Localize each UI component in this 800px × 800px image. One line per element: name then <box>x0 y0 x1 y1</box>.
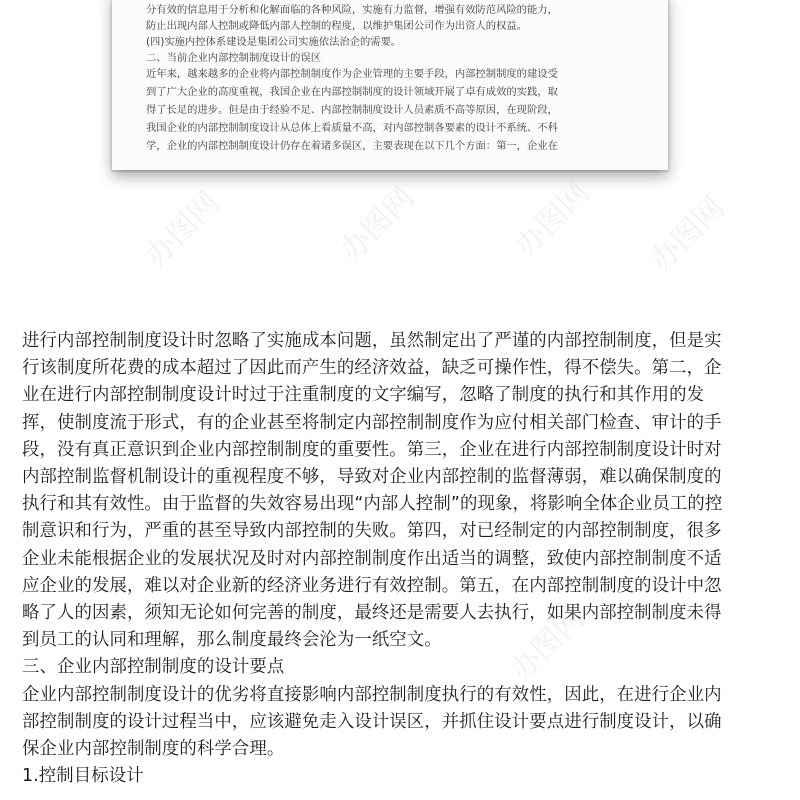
preview-line: 二、当前企业内部控制制度设计的误区 <box>146 52 322 64</box>
paragraph-line: 执行和其有效性。由于监督的失效容易出现“内部人控制”的现象，将影响全体企业员工的控 <box>22 494 723 515</box>
paragraph-line: 保企业内部控制制度的科学合理。 <box>22 739 285 760</box>
watermark: 办图网 <box>643 190 732 279</box>
paragraph-line: 部控制制度的设计过程当中，应该避免走入设计误区，并抓住设计要点进行制度设计，以确 <box>22 711 722 732</box>
paragraph-line: 应企业的发展，难以对企业新的经济业务进行有效控制。第五，在内部控制制度的设计中忽 <box>22 575 722 596</box>
paragraph-line: 业在进行内部控制制度设计时过于注重制度的文字编写，忽略了制度的执行和其作用的发 <box>22 385 705 406</box>
preview-line <box>146 0 646 1</box>
watermark: 办图网 <box>333 180 422 269</box>
preview-line: 分有效的信息用于分析和化解面临的各种风险，实施有力监督，增强有效防范风险的能力， <box>146 4 558 16</box>
preview-line: 到了广大企业的高度重视，我国企业在内部控制制度的设计领域开展了卓有成效的实践，取 <box>146 86 558 98</box>
paragraph-line: 进行内部控制制度设计时忽略了实施成本问题，虽然制定出了严谨的内部控制制度，但是实 <box>22 331 722 351</box>
preview-line: 学，企业的内部控制制度设计仍存在着诸多误区，主要表现在以下几个方面：第一，企业在 <box>146 140 558 152</box>
document-body-text <box>22 328 782 790</box>
paragraph-line: 到员工的认同和理解，那么制度最终会沦为一纸空文。 <box>22 630 442 651</box>
paragraph-line: 企业内部控制制度设计的优劣将直接影响内部控制制度执行的有效性，因此，在进行企业内 <box>22 684 722 705</box>
preview-line: 近年来，越来越多的企业将内部控制制度作为企业管理的主要手段，内部控制制度的建设受 <box>146 68 558 80</box>
paragraph-line: 制意识和行为，严重的甚至导致内部控制的失败。第四，对已经制定的内部控制制度，很多 <box>22 521 722 542</box>
preview-line: 我国企业的内部控制制度设计从总体上看质量不高，对内部控制各要素的设计不系统、不科 <box>146 122 558 134</box>
paragraph-line: 段，没有真正意识到企业内部控制制度的重要性。第三，企业在进行内部控制制度设计时对 <box>22 439 722 460</box>
preview-line: 防止出现内部人控制或降低内部人控制的程度，以维护集团公司作为出资人的权益。 <box>146 20 527 32</box>
preview-line: 得了长足的进步。但是由于经验不足、内部控制制度设计人员素质不高等原因，在现阶段， <box>146 104 558 116</box>
document-preview-card <box>112 0 668 170</box>
paragraph-line: 挥，使制度流于形式，有的企业甚至将制定内部控制制度作为应付相关部门检查、审计的手 <box>22 412 722 433</box>
preview-line: (四)实施内控体系建设是集团公司实施依法治企的需要。 <box>146 36 402 48</box>
section-heading: 三、企业内部控制制度的设计要点 <box>22 657 285 678</box>
paragraph-line: 略了人的因素，须知无论如何完善的制度，最终还是需要人去执行，如果内部控制制度未得 <box>22 603 722 624</box>
paragraph-line: 行该制度所花费的成本超过了因此而产生的经济效益，缺乏可操作性，得不偿失。第二，企 <box>22 358 722 379</box>
watermark: 办图网 <box>508 175 597 264</box>
watermark: 办图网 <box>503 600 592 689</box>
subsection-heading: 1.控制目标设计 <box>22 766 144 787</box>
paragraph-line: 内部控制监督机制设计的重视程度不够，导致对企业内部控制的监督薄弱，难以确保制度的 <box>22 467 722 488</box>
paragraph-line: 企业未能根据企业的发展状况及时对内部控制制度作出适当的调整，致使内部控制制度不适 <box>22 548 722 569</box>
watermark: 办图网 <box>138 185 227 274</box>
